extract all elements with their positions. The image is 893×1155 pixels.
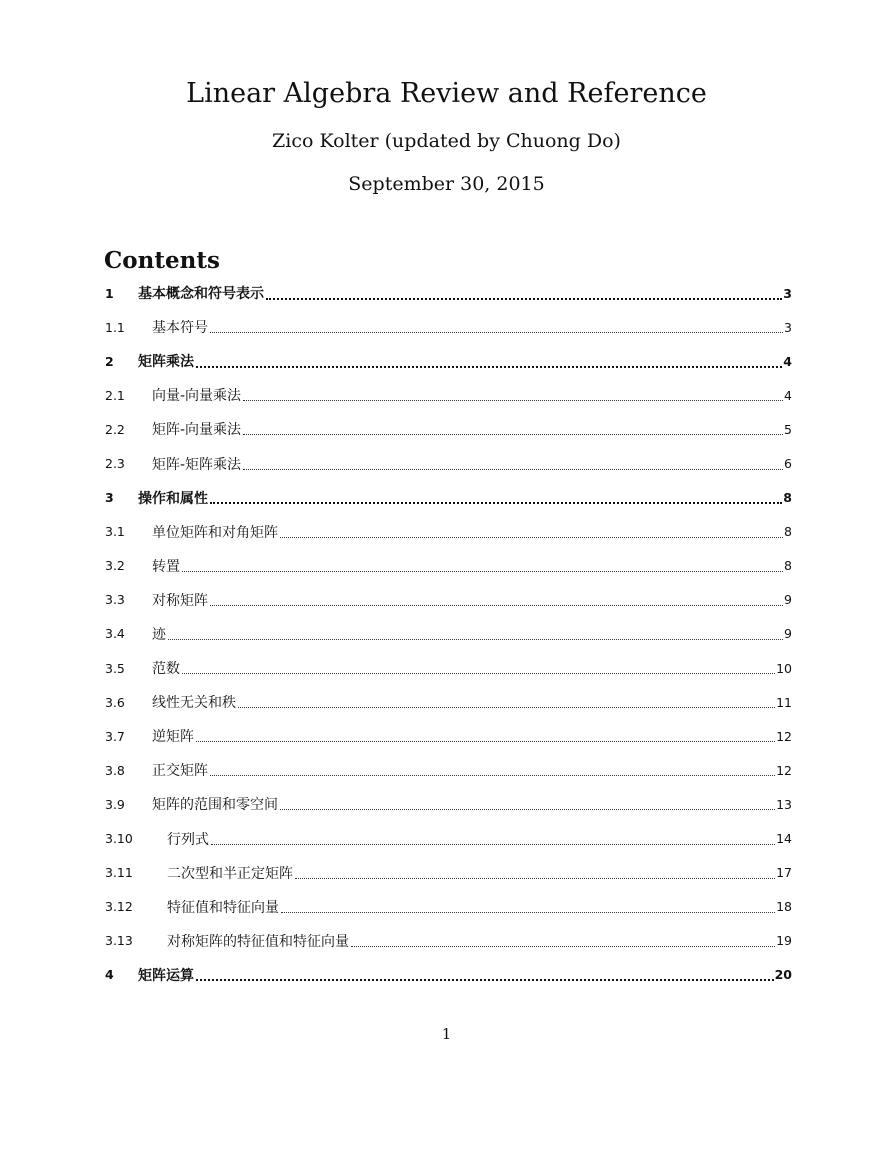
toc-entry[interactable] xyxy=(105,719,792,753)
toc-dot-leader xyxy=(295,877,775,879)
toc-entry-label: 逆矩阵 xyxy=(152,729,194,746)
toc-entry[interactable] xyxy=(105,481,792,515)
toc-entry-page: 18 xyxy=(776,899,792,915)
toc-entry-label: 矩阵的范围和零空间 xyxy=(152,797,278,814)
toc-entry-number: 1.1 xyxy=(105,319,125,335)
toc-entry-label: 正交矩阵 xyxy=(152,763,208,780)
toc-entry-page: 11 xyxy=(776,694,792,710)
toc-entry[interactable] xyxy=(105,822,792,856)
toc-entry[interactable] xyxy=(105,549,792,583)
toc-dot-leader xyxy=(243,468,783,470)
toc-entry-page: 9 xyxy=(784,626,792,642)
toc-entry-label: 转置 xyxy=(152,558,180,575)
page-number: 1 xyxy=(441,1025,452,1043)
toc-entry[interactable] xyxy=(105,515,792,549)
toc-entry-page: 14 xyxy=(776,831,792,847)
toc-entry-number: 3.5 xyxy=(105,660,125,676)
toc-entry-number: 3.1 xyxy=(105,524,125,540)
toc-entry[interactable] xyxy=(105,753,792,787)
toc-entry-page: 13 xyxy=(776,796,792,812)
toc-entry-page: 6 xyxy=(784,456,792,472)
toc-entry-number: 4 xyxy=(105,967,114,983)
toc-entry-label: 矩阵-向量乘法 xyxy=(152,422,242,439)
toc-entry-page: 20 xyxy=(774,967,792,983)
toc-entry-label: 基本概念和符号表示 xyxy=(138,286,264,303)
toc-entry-page: 12 xyxy=(776,762,792,778)
toc-entry-page: 19 xyxy=(776,933,792,949)
toc-entry-label: 对称矩阵的特征值和特征向量 xyxy=(167,933,349,950)
document-title: Linear Algebra Review and Reference xyxy=(186,78,707,109)
contents-heading: Contents xyxy=(104,247,220,274)
toc-entry-page: 3 xyxy=(783,285,792,301)
toc-entry[interactable] xyxy=(105,344,792,378)
toc-entry-label: 操作和属性 xyxy=(138,490,208,507)
toc-entry-number: 3.2 xyxy=(105,558,125,574)
toc-entry-number: 2.3 xyxy=(105,456,125,472)
toc-entry-number: 3.13 xyxy=(105,933,133,949)
toc-entry-label: 向量-向量乘法 xyxy=(152,388,242,405)
toc-entry-number: 1 xyxy=(105,285,114,301)
toc-entry-label: 范数 xyxy=(152,661,180,678)
toc-entry-page: 5 xyxy=(784,421,792,437)
toc-dot-leader xyxy=(280,808,775,810)
table-of-contents xyxy=(105,276,792,992)
toc-dot-leader xyxy=(196,740,775,742)
toc-entry-label: 对称矩阵 xyxy=(152,592,208,609)
toc-dot-leader xyxy=(210,501,782,504)
toc-entry[interactable] xyxy=(105,617,792,651)
toc-entry-number: 3.8 xyxy=(105,762,125,778)
toc-dot-leader xyxy=(211,843,775,845)
toc-entry[interactable] xyxy=(105,685,792,719)
toc-entry-number: 3.6 xyxy=(105,694,125,710)
toc-entry-number: 3.3 xyxy=(105,592,125,608)
toc-entry[interactable] xyxy=(105,890,792,924)
toc-dot-leader xyxy=(210,604,783,606)
toc-dot-leader xyxy=(243,399,783,401)
toc-dot-leader xyxy=(210,331,783,333)
toc-dot-leader xyxy=(238,706,775,708)
toc-entry-label: 线性无关和秩 xyxy=(152,695,236,712)
toc-entry-label: 单位矩阵和对角矩阵 xyxy=(152,524,278,541)
toc-dot-leader xyxy=(182,672,775,674)
toc-dot-leader xyxy=(280,536,783,538)
toc-entry-page: 8 xyxy=(784,524,792,540)
toc-dot-leader xyxy=(182,570,783,572)
toc-entry-number: 3.7 xyxy=(105,728,125,744)
toc-entry-number: 3.4 xyxy=(105,626,125,642)
toc-dot-leader xyxy=(266,297,782,300)
toc-entry-number: 3.10 xyxy=(105,831,133,847)
toc-dot-leader xyxy=(281,911,775,913)
toc-entry[interactable] xyxy=(105,583,792,617)
toc-entry-number: 3.11 xyxy=(105,865,133,881)
toc-entry-label: 基本符号 xyxy=(152,320,208,337)
toc-entry-label: 行列式 xyxy=(167,831,209,848)
toc-entry[interactable] xyxy=(105,378,792,412)
toc-entry[interactable] xyxy=(105,276,792,310)
toc-entry[interactable] xyxy=(105,958,792,992)
document-date: September 30, 2015 xyxy=(348,173,545,195)
toc-entry-label: 迹 xyxy=(152,626,166,643)
document-author: Zico Kolter (updated by Chuong Do) xyxy=(272,130,621,152)
toc-entry-page: 3 xyxy=(784,319,792,335)
toc-entry-page: 10 xyxy=(776,660,792,676)
toc-entry-label: 二次型和半正定矩阵 xyxy=(167,865,293,882)
toc-entry-number: 3.9 xyxy=(105,796,125,812)
toc-entry-page: 4 xyxy=(783,353,792,369)
toc-entry-label: 特征值和特征向量 xyxy=(167,899,279,916)
toc-entry-page: 8 xyxy=(784,558,792,574)
toc-entry-page: 9 xyxy=(784,592,792,608)
toc-dot-leader xyxy=(210,774,775,776)
toc-entry[interactable] xyxy=(105,412,792,446)
toc-entry-number: 2.2 xyxy=(105,421,125,437)
toc-entry-number: 2 xyxy=(105,353,114,369)
toc-entry[interactable] xyxy=(105,310,792,344)
toc-entry[interactable] xyxy=(105,651,792,685)
toc-entry-number: 3 xyxy=(105,490,114,506)
toc-entry-page: 4 xyxy=(784,387,792,403)
toc-entry-number: 3.12 xyxy=(105,899,133,915)
toc-entry-page: 12 xyxy=(776,728,792,744)
toc-entry-number: 2.1 xyxy=(105,387,125,403)
toc-entry-page: 8 xyxy=(783,490,792,506)
toc-dot-leader xyxy=(351,945,775,947)
toc-entry[interactable] xyxy=(105,787,792,821)
toc-entry[interactable] xyxy=(105,446,792,480)
toc-dot-leader xyxy=(243,433,783,435)
toc-dot-leader xyxy=(196,978,774,981)
toc-entry[interactable] xyxy=(105,856,792,890)
toc-entry-label: 矩阵乘法 xyxy=(138,354,194,371)
toc-dot-leader xyxy=(196,365,782,368)
toc-entry-label: 矩阵运算 xyxy=(138,967,194,984)
toc-entry-label: 矩阵-矩阵乘法 xyxy=(152,456,242,473)
toc-entry-page: 17 xyxy=(776,865,792,881)
toc-entry[interactable] xyxy=(105,924,792,958)
toc-dot-leader xyxy=(168,638,783,640)
